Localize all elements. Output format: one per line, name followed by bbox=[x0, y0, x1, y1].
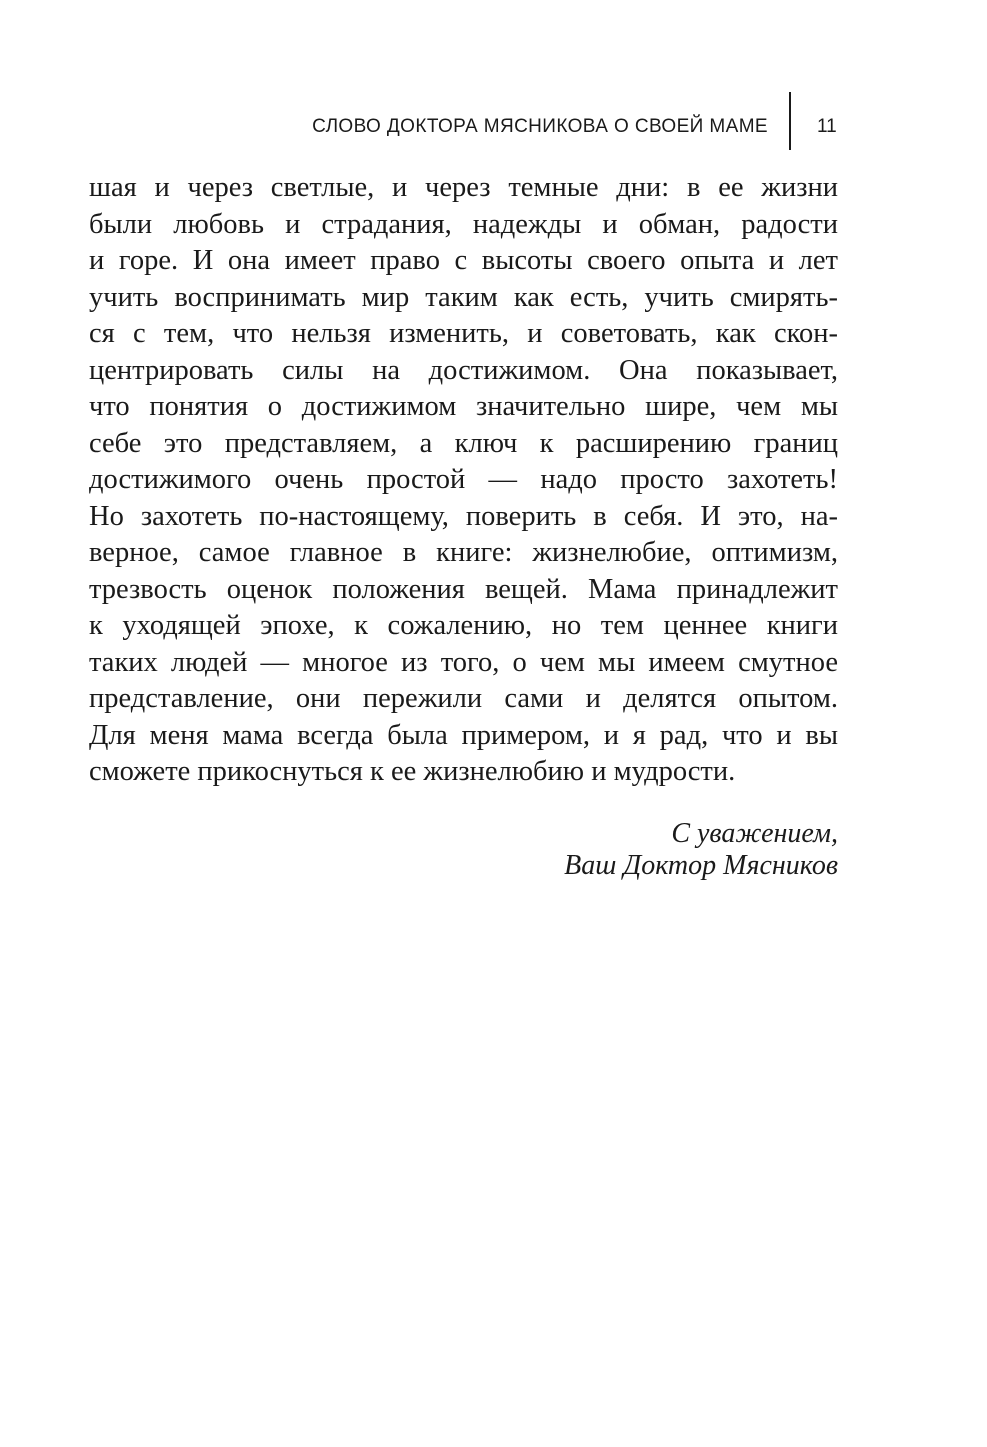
body-line: сможете прикоснуться к ее жизнелюбию и мудрости. bbox=[89, 756, 736, 787]
body-line: трезвость оценок положения вещей. Мама принадлежит bbox=[89, 573, 838, 605]
body-line: Но захотеть по-настоящему, поверить в себя. И это, на- bbox=[89, 500, 838, 532]
signature-author: Ваш Доктор Мясников bbox=[564, 850, 838, 881]
page-number: 11 bbox=[817, 116, 837, 137]
body-text bbox=[89, 170, 838, 791]
body-line: и горе. И она имеет право с высоты своего опыта и лет bbox=[89, 245, 838, 276]
running-head-divider bbox=[789, 92, 791, 150]
body-line: что понятия о достижимом значительно шире, чем мы bbox=[89, 391, 838, 422]
body-line: к уходящей эпохе, к сожалению, но тем ценнее книги bbox=[89, 610, 838, 641]
body-line: таких людей — многое из того, о чем мы имеем смутное bbox=[89, 646, 838, 678]
body-line: ся с тем, что нельзя изменить, и советовать, как скон- bbox=[89, 318, 838, 349]
body-line: себе это представляем, а ключ к расширению границ bbox=[89, 427, 838, 459]
body-line: представление, они пережили сами и делятся опытом. bbox=[89, 683, 838, 714]
body-line: Для меня мама всегда была примером, и я рад, что и вы bbox=[89, 719, 838, 751]
body-line: верное, самое главное в книге: жизнелюбие, оптимизм, bbox=[89, 537, 838, 568]
body-line: были любовь и страдания, надежды и обман, радости bbox=[89, 208, 838, 240]
signature-greeting: С уважением, bbox=[671, 818, 838, 849]
body-line: шая и через светлые, и через темные дни: в ее жизни bbox=[89, 172, 838, 203]
signature bbox=[564, 818, 838, 882]
running-head bbox=[0, 92, 987, 150]
body-line: достижимого очень простой — надо просто захотеть! bbox=[89, 464, 838, 495]
running-head-title: СЛОВО ДОКТОРА МЯСНИКОВА О СВОЕЙ МАМЕ bbox=[312, 116, 768, 137]
body-line: центрировать силы на достижимом. Она показывает, bbox=[89, 354, 838, 386]
body-line: учить воспринимать мир таким как есть, учить смирять- bbox=[89, 281, 838, 313]
